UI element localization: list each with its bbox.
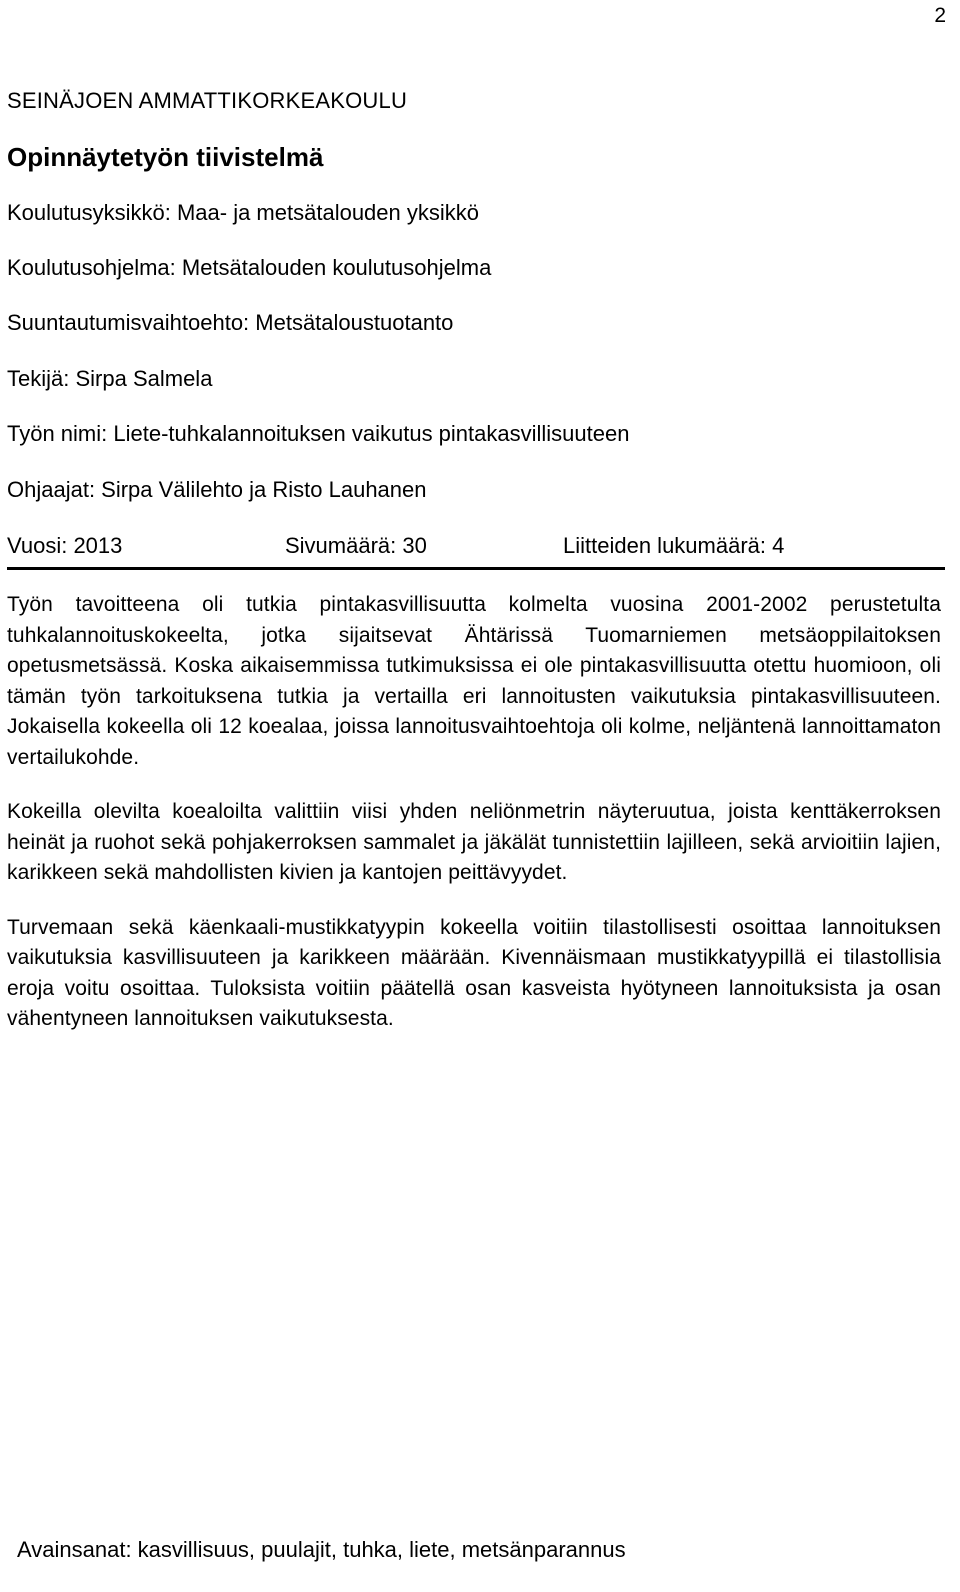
page-number: 2 [934,4,946,27]
abstract-paragraph-1: Työn tavoitteena oli tutkia pintakasvillisuutta kolmelta vuosina 2001-2002 perustetulta tuhkalannoituskokeelta, jotka sijaitsevat Ähtärissä Tuomarniemen metsäoppilaitoksen opetusmetsässä. Koska aikaisemmissa tutkimuksissa ei ole pintakasvillisuutta otettu huomioon, oli tämän työn tarkoituksena tutkia ja vertailla eri lannoitusten vaikutuksia pintakasvillisuuteen. Jokaisella kokeella oli 12 koealaa, joissa lannoitusvaihtoehtoja oli kolme, neljäntenä lannoittamaton vertailukohde. [7,593,941,769]
meta-unit: Koulutusyksikkö: Maa- ja metsätalouden yksikkö [7,200,479,225]
meta-pages: Sivumäärä: 30 [285,533,427,558]
meta-year: Vuosi: 2013 [7,533,123,558]
stats-row [7,533,945,570]
abstract-body [7,590,941,1059]
meta-author: Tekijä: Sirpa Salmela [7,366,213,391]
institution-name: SEINÄJOEN AMMATTIKORKEAKOULU [7,88,408,113]
keywords: Avainsanat: kasvillisuus, puulajit, tuhka, liete, metsänparannus [17,1537,626,1562]
meta-supervisors: Ohjaajat: Sirpa Välilehto ja Risto Lauhanen [7,477,427,502]
abstract-paragraph-2: Kokeilla olevilta koealoilta valittiin viisi yhden neliönmetrin näyteruutua, joista kenttäkerroksen heinät ja ruohot sekä pohjakerroksen sammalet ja jäkälät tunnistettiin lajilleen, sekä arvioitiin lajien, karikkeen sekä mahdollisten kivien ja kantojen peittävyydet. [7,800,941,884]
meta-programme: Koulutusohjelma: Metsätalouden koulutusohjelma [7,255,492,280]
meta-thesis-title: Työn nimi: Liete-tuhkalannoituksen vaikutus pintakasvillisuuteen [7,421,630,446]
meta-specialisation: Suuntautumisvaihtoehto: Metsätaloustuotanto [7,310,454,335]
document-title: Opinnäytetyön tiivistelmä [7,142,324,172]
abstract-paragraph-3: Turvemaan sekä käenkaali-mustikkatyypin kokeella voitiin tilastollisesti osoittaa lannoituksen vaikutuksia kasvillisuuteen ja karikkeen määrään. Kivennäismaan mustikkatyypillä ei tilastollisia eroja voitu osoittaa. Tuloksista voitiin päätellä osan kasveista hyötyneen lannoituksista ja osan vähentyneen lannoituksen vaikutuksesta. [7,915,941,1030]
meta-appendices: Liitteiden lukumäärä: 4 [563,533,785,558]
